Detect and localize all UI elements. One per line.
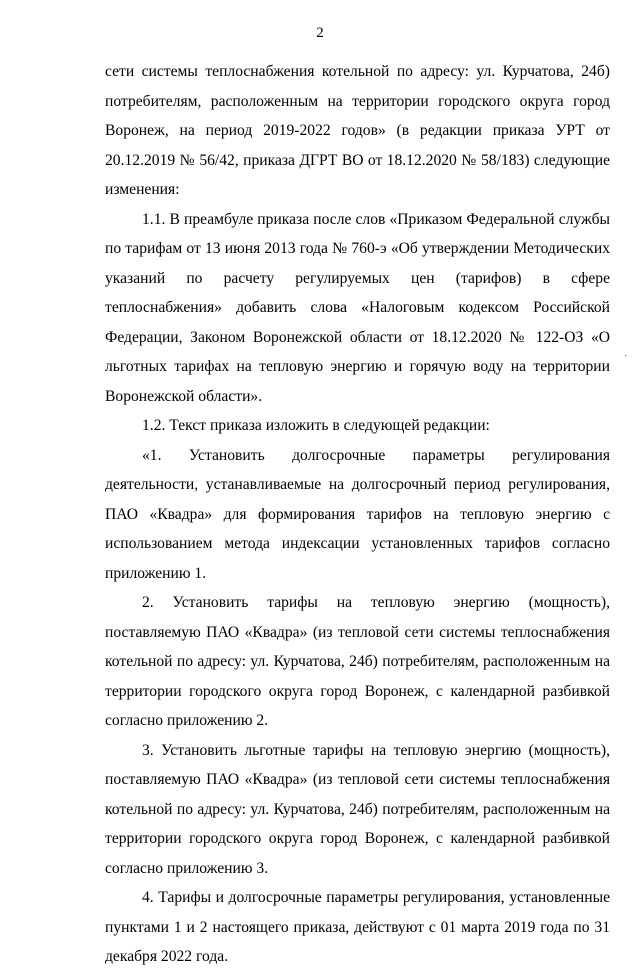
paragraph-clause-2: 2. Установить тарифы на тепловую энергию (мощность), поставляемую ПАО «Квадра» (из тепловой сети системы теплоснабжения котельной по адресу: ул. Курчатова, 24б) потребителям, расположенным на территории городского округа город Воронеж, с календарной разбивкой согласно приложению 2. — [105, 594, 610, 729]
paragraph-clause-4: 4. Тарифы и долгосрочные параметры регулирования, установленные пунктами 1 и 2 настоящего приказа, действуют с 01 марта 2019 года по 31 декабря 2022 года. — [105, 889, 610, 965]
paragraph-item-1-1: 1.1. В преамбуле приказа после слов «Приказом Федеральной службы по тарифам от 13 июня 2013 года № 760-э «Об утверждении Методических указаний по расчету регулируемых цен (тарифов) в сфере теплоснабжения» добавить слова «Налоговым кодексом Российской Федерации, Законом Воронежской области от 18.12.2020 № 122-ОЗ «О льготных тарифах на тепловую энергию и горячую воду на территории Воронежской области». — [105, 210, 610, 405]
document-body — [105, 57, 610, 972]
page-number: 2 — [316, 25, 324, 41]
paragraph-clause-1: «1. Установить долгосрочные параметры регулирования деятельности, устанавливаемые на долгосрочный период регулирования, ПАО «Квадра» для формирования тарифов на тепловую энергию с использованием метода индексации установленных тарифов согласно приложению 1. — [105, 446, 610, 582]
paragraph-clause-3: 3. Установить льготные тарифы на тепловую энергию (мощность), поставляемую ПАО «Квадра» (из тепловой сети системы теплоснабжения котельной по адресу: ул. Курчатова, 24б) потребителям, расположенным на территории городского округа город Воронеж, с календарной разбивкой согласно приложению 3. — [105, 741, 610, 877]
scan-artifact-dot: · — [624, 351, 628, 362]
paragraph-continuation: сети системы теплоснабжения котельной по адресу: ул. Курчатова, 24б) потребителям, расположенным на территории городского округа город Воронеж, на период 2019-2022 годов» (в редакции приказа УРТ от 20.12.2019 № 56/42, приказа ДГРТ ВО от 18.12.2020 № 58/183) следующие изменения: — [105, 63, 610, 198]
paragraph-item-1-2: 1.2. Текст приказа изложить в следующей редакции: — [142, 417, 490, 434]
